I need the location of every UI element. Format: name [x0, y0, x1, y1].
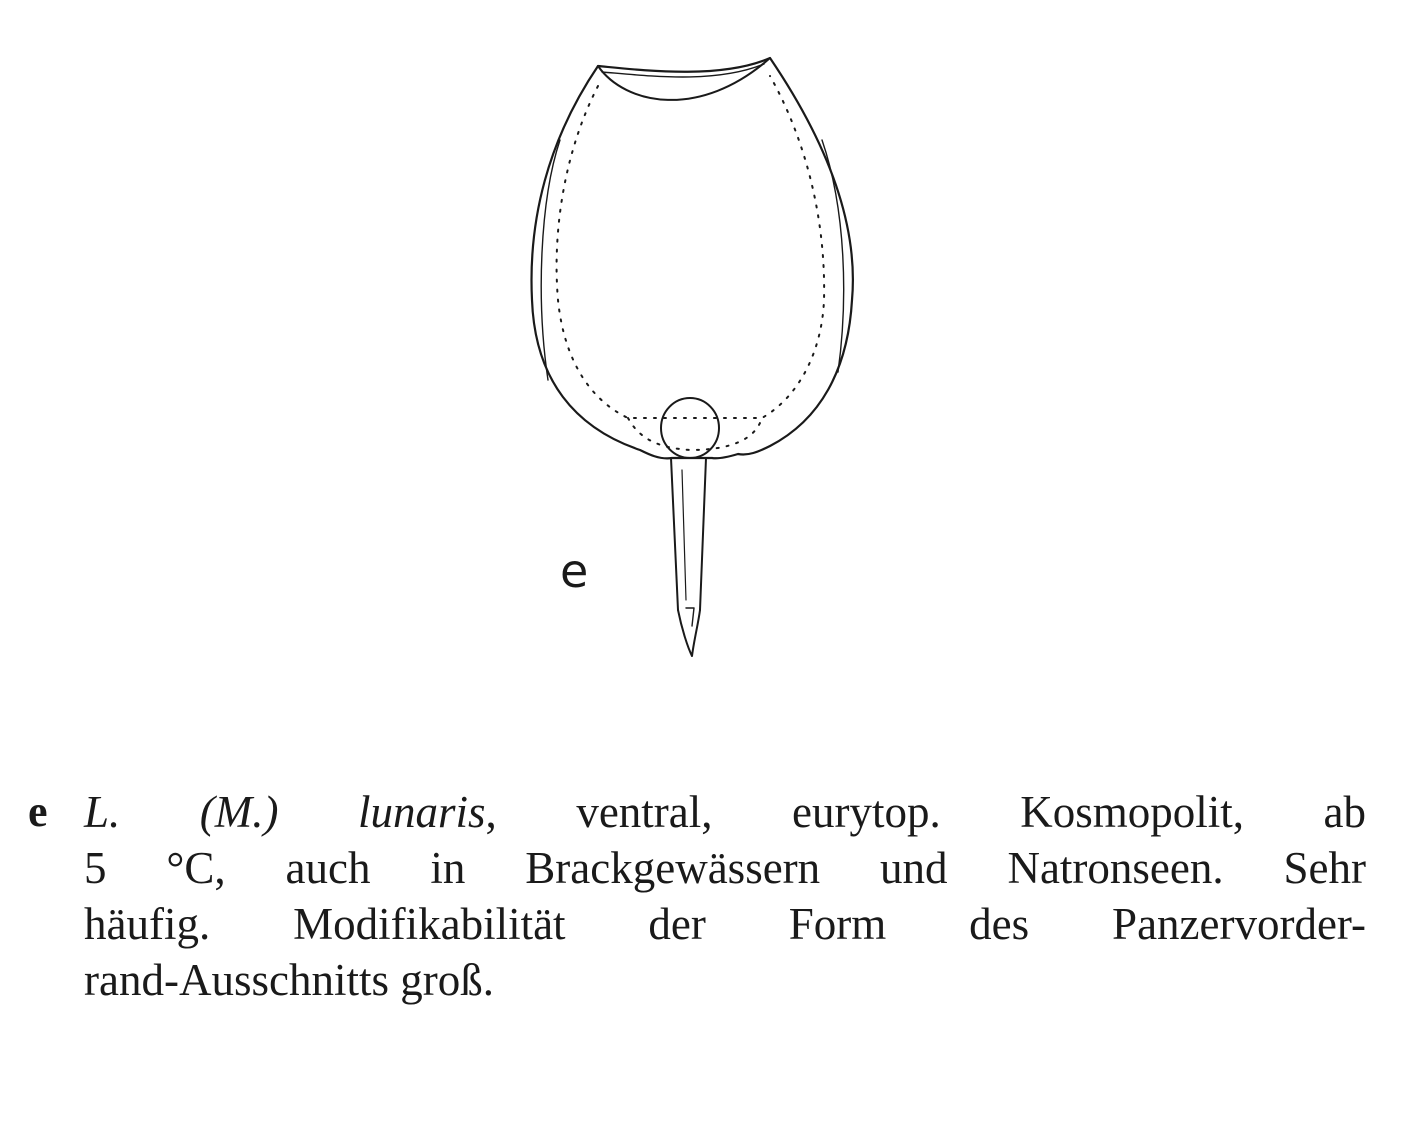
caption-line-1-rest: , ventral, eurytop. Kosmopolit, ab	[485, 787, 1366, 837]
caption-line-4: rand-Ausschnitts groß.	[84, 955, 494, 1005]
caption-line-3: häufig. Modifikabilität der Form des Panzervorder-	[84, 899, 1366, 949]
anterior-notch	[598, 58, 770, 100]
species-name: L. (M.) lunaris	[84, 787, 486, 837]
caption-letter: e	[28, 787, 48, 836]
inner-dotted-outline	[557, 76, 825, 418]
toe-tip-detail	[686, 608, 694, 626]
foot-inner-line	[682, 470, 686, 600]
figure-label: e	[560, 544, 589, 598]
foot-shaft	[671, 458, 706, 610]
caption-body	[84, 784, 1366, 1008]
posterior-dotted-line	[628, 418, 762, 450]
caption-line-2: 5 °C, auch in Brackgewässern und Natronseen. Sehr	[84, 843, 1366, 893]
anterior-rim	[602, 64, 764, 77]
foot-base	[661, 398, 719, 458]
caption-line-1	[84, 784, 1366, 840]
toe	[678, 610, 700, 656]
